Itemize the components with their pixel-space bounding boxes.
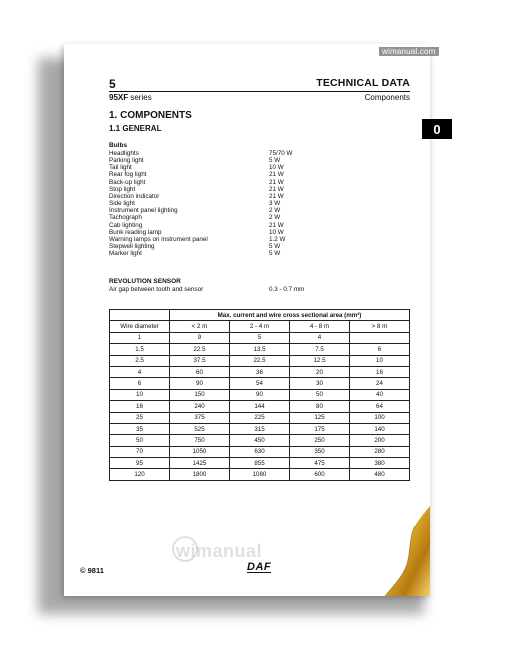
chapter-number: 5 xyxy=(109,77,116,91)
table-cell: 2.5 xyxy=(110,355,170,366)
table-cell: 6 xyxy=(350,344,410,355)
table-cell: 1080 xyxy=(230,469,290,480)
revolution-sensor-row xyxy=(109,286,304,293)
table-cell: 80 xyxy=(290,401,350,412)
page-title: TECHNICAL DATA xyxy=(316,77,410,89)
bulb-value: 21 W xyxy=(269,185,284,193)
table-cell: 1.5 xyxy=(110,344,170,355)
table-cell: 150 xyxy=(170,389,230,400)
table-row xyxy=(110,355,410,366)
bulb-value: 21 W xyxy=(269,171,284,179)
series-model: 95XF xyxy=(109,93,129,102)
table-cell: 60 xyxy=(170,366,230,377)
wire-table-header: < 2 m xyxy=(170,321,230,332)
table-cell: 22.5 xyxy=(170,344,230,355)
table-row xyxy=(110,412,410,423)
wire-table xyxy=(109,309,410,481)
bulb-name: Direction indicator xyxy=(109,192,160,200)
bulb-value: 5 W xyxy=(269,250,281,258)
bulb-value: 3 W xyxy=(269,200,281,208)
bulb-name: Stepwell lighting xyxy=(109,243,155,251)
bulb-name: Instrument panel lighting xyxy=(109,207,178,215)
bulb-row xyxy=(109,150,329,157)
table-cell: 16 xyxy=(350,366,410,377)
table-cell: 240 xyxy=(170,401,230,412)
table-cell: 9 xyxy=(170,332,230,343)
table-cell: 1800 xyxy=(170,469,230,480)
bulb-value: 21 W xyxy=(269,178,284,186)
table-cell: 280 xyxy=(350,446,410,457)
wire-table-header-row xyxy=(110,321,410,332)
table-cell: 855 xyxy=(230,458,290,469)
header-rule xyxy=(109,91,410,92)
table-row xyxy=(110,366,410,377)
table-row xyxy=(110,435,410,446)
bulb-row xyxy=(109,179,329,186)
bulb-row xyxy=(109,164,329,171)
table-cell: 13.5 xyxy=(230,344,290,355)
table-cell: 250 xyxy=(290,435,350,446)
bulb-name: Headlights xyxy=(109,150,139,157)
table-cell: 1050 xyxy=(170,446,230,457)
table-cell: 144 xyxy=(230,401,290,412)
bulbs-title: Bulbs xyxy=(109,142,128,149)
table-cell: 200 xyxy=(350,435,410,446)
bulb-name: Marker light xyxy=(109,250,142,258)
copyright: © 9811 xyxy=(80,566,104,575)
table-cell: 90 xyxy=(170,378,230,389)
wire-table-header: 2 - 4 m xyxy=(230,321,290,332)
table-cell: 1425 xyxy=(170,458,230,469)
table-cell: 630 xyxy=(230,446,290,457)
bulb-value: 10 W xyxy=(269,228,284,236)
bulb-row xyxy=(109,214,329,221)
table-cell: 315 xyxy=(230,423,290,434)
bulb-row xyxy=(109,200,329,207)
table-row xyxy=(110,423,410,434)
table-cell: 480 xyxy=(350,469,410,480)
table-cell: 120 xyxy=(110,469,170,480)
table-cell: 54 xyxy=(230,378,290,389)
bulb-name: Side light xyxy=(109,200,135,208)
table-cell: 7.5 xyxy=(290,344,350,355)
bulb-value: 5 W xyxy=(269,157,281,165)
table-cell: 1 xyxy=(110,332,170,343)
table-cell: 35 xyxy=(110,423,170,434)
bulb-name: Tachograph xyxy=(109,214,142,222)
revolution-sensor-value: 0.3 - 0.7 mm xyxy=(269,286,305,293)
watermark-site: wimanual.com xyxy=(379,47,439,56)
bulb-value: 2 W xyxy=(269,214,281,222)
table-cell: 750 xyxy=(170,435,230,446)
table-cell: 12.5 xyxy=(290,355,350,366)
table-cell: 140 xyxy=(350,423,410,434)
table-cell: 24 xyxy=(350,378,410,389)
table-cell: 225 xyxy=(230,412,290,423)
bulb-row xyxy=(109,229,329,236)
series-suffix: series xyxy=(128,93,152,102)
table-cell: 90 xyxy=(230,389,290,400)
table-cell: 6 xyxy=(110,378,170,389)
wire-table-caption-row xyxy=(110,310,410,321)
table-cell: 22.5 xyxy=(230,355,290,366)
bulb-row xyxy=(109,250,329,257)
series-label xyxy=(109,93,152,102)
wire-table-header: 4 - 8 m xyxy=(290,321,350,332)
table-row xyxy=(110,458,410,469)
table-cell: 50 xyxy=(290,389,350,400)
bulb-name: Warning lamps on instrument panel xyxy=(109,235,208,243)
table-cell: 375 xyxy=(170,412,230,423)
revolution-sensor-title: REVOLUTION SENSOR xyxy=(109,278,181,285)
daf-logo: DAF xyxy=(247,561,272,573)
table-cell: 64 xyxy=(350,401,410,412)
table-row xyxy=(110,389,410,400)
bulb-row xyxy=(109,193,329,200)
table-cell xyxy=(350,332,410,343)
table-row xyxy=(110,469,410,480)
table-cell: 525 xyxy=(170,423,230,434)
table-cell: 175 xyxy=(290,423,350,434)
bulb-value: 21 W xyxy=(269,192,284,200)
watermark-logo: wimanual xyxy=(176,541,263,561)
bulb-row xyxy=(109,222,329,229)
table-cell: 600 xyxy=(290,469,350,480)
table-cell: 70 xyxy=(110,446,170,457)
bulb-value: 10 W xyxy=(269,164,284,172)
bulb-row xyxy=(109,157,329,164)
wire-table-caption: Max. current and wire cross sectional area (mm²) xyxy=(170,310,410,321)
bulb-row xyxy=(109,207,329,214)
table-cell: 125 xyxy=(290,412,350,423)
table-cell: 5 xyxy=(230,332,290,343)
table-cell: 37.5 xyxy=(170,355,230,366)
table-cell: 40 xyxy=(350,389,410,400)
wire-table-header: Wire diameter xyxy=(110,321,170,332)
chapter-tab-marker: 0 xyxy=(422,119,452,139)
bulb-row xyxy=(109,186,329,193)
wire-table-body xyxy=(110,332,410,480)
bulb-name: Tail light xyxy=(109,164,132,172)
manual-page xyxy=(64,44,430,596)
table-cell: 16 xyxy=(110,401,170,412)
table-row xyxy=(110,378,410,389)
table-cell: 450 xyxy=(230,435,290,446)
heading-general: 1.1 GENERAL xyxy=(109,124,162,133)
table-row xyxy=(110,344,410,355)
bulbs-list xyxy=(109,150,329,257)
bulb-name: Stop light xyxy=(109,185,136,193)
table-cell: 25 xyxy=(110,412,170,423)
bulb-value: 5 W xyxy=(269,243,281,251)
bulb-value: 75/70 W xyxy=(269,150,293,157)
table-cell: 36 xyxy=(230,366,290,377)
bulb-row xyxy=(109,243,329,250)
table-cell: 95 xyxy=(110,458,170,469)
bulb-name: Cab lighting xyxy=(109,221,143,229)
table-cell: 30 xyxy=(290,378,350,389)
bulb-value: 2 W xyxy=(269,207,281,215)
wire-table-header: > 8 m xyxy=(350,321,410,332)
table-cell: 350 xyxy=(290,446,350,457)
page-curl-icon xyxy=(385,506,433,598)
bulb-row xyxy=(109,171,329,178)
table-cell: 380 xyxy=(350,458,410,469)
bulb-name: Back-up light xyxy=(109,178,146,186)
table-cell: 50 xyxy=(110,435,170,446)
revolution-sensor-label: Air gap between tooth and sensor xyxy=(109,286,204,293)
bulb-name: Parking light xyxy=(109,157,144,165)
bulb-row xyxy=(109,236,329,243)
bulb-name: Bunk reading lamp xyxy=(109,228,162,236)
table-row xyxy=(110,446,410,457)
table-cell: 10 xyxy=(110,389,170,400)
heading-components: 1. COMPONENTS xyxy=(109,110,192,121)
table-cell: 20 xyxy=(290,366,350,377)
table-row xyxy=(110,401,410,412)
bulb-value: 1.2 W xyxy=(269,235,286,243)
table-cell: 4 xyxy=(290,332,350,343)
table-cell: 475 xyxy=(290,458,350,469)
table-cell: 10 xyxy=(350,355,410,366)
table-cell: 4 xyxy=(110,366,170,377)
table-row xyxy=(110,332,410,343)
bulb-name: Rear fog light xyxy=(109,171,147,179)
bulb-value: 21 W xyxy=(269,221,284,229)
section-label: Components xyxy=(364,93,410,102)
table-cell: 100 xyxy=(350,412,410,423)
